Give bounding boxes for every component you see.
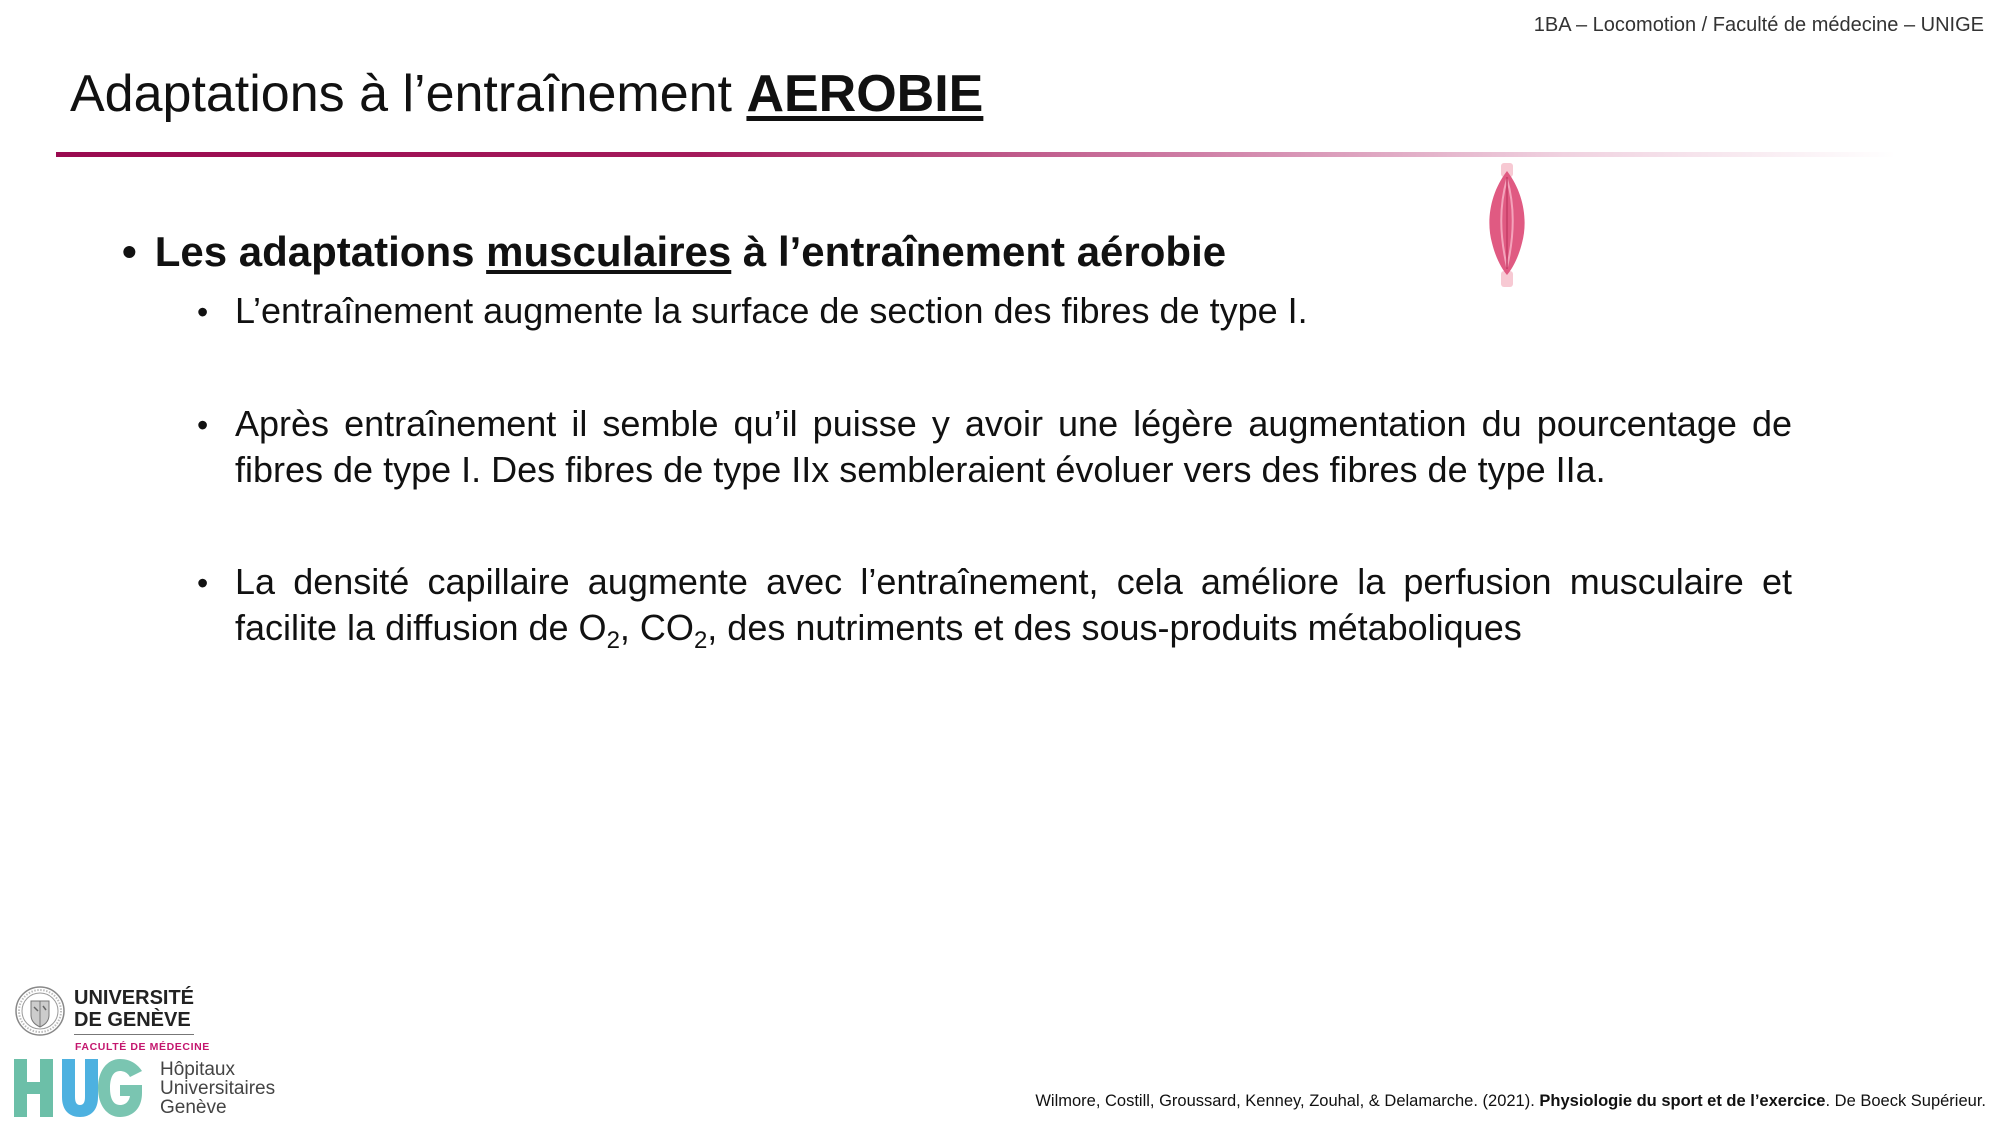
- hug-name: [160, 1060, 275, 1117]
- unige-name: [74, 987, 194, 1035]
- sub-bullet-text: Après entraînement il semble qu’il puisse y avoir une légère augmentation du pourcentage de fibres de type I. Des fibres de type IIx sembleraient évoluer vers des fibres de type IIa.: [235, 403, 1792, 490]
- hug-name-line: Hôpitaux: [160, 1059, 235, 1080]
- institution-logos: [14, 985, 314, 1125]
- reference-publisher: . De Boeck Supérieur.: [1825, 1092, 1986, 1110]
- bullet-heading-text: [155, 228, 1226, 276]
- unige-logo: [14, 985, 314, 1037]
- bullet-dot: •: [122, 228, 137, 275]
- hug-logo-icon: [14, 1059, 146, 1117]
- sub-bullet: [197, 288, 1792, 335]
- hug-logo: [14, 1059, 314, 1117]
- heading-underlined: musculaires: [486, 228, 732, 275]
- slide-content: [122, 228, 1842, 655]
- hug-name-line: Universitaires: [160, 1078, 276, 1099]
- reference-authors: Wilmore, Costill, Groussard, Kenney, Zouhal, & Delamarche. (2021).: [1035, 1092, 1540, 1110]
- course-header: 1BA – Locomotion / Faculté de médecine – UNIGE: [1533, 14, 1984, 36]
- subscript: 2: [693, 627, 708, 655]
- text-segment: , des nutriments et des sous-produits métaboliques: [707, 607, 1522, 648]
- sub-bullet-text: [235, 559, 1792, 655]
- reference-book-title: Physiologie du sport et de l’exercice: [1539, 1092, 1826, 1110]
- slide-title-text: Adaptations à l’entraînement: [70, 65, 747, 123]
- hug-name-line: Genève: [160, 1097, 227, 1118]
- sub-bullet-text: L’entraînement augmente la surface de section des fibres de type I.: [235, 290, 1308, 331]
- sub-bullet: [197, 559, 1792, 655]
- university-seal-icon: [14, 985, 66, 1037]
- bullet-heading: [122, 228, 1842, 276]
- reference-citation: [1035, 1092, 1986, 1111]
- unige-name-line: UNIVERSITÉ: [74, 987, 195, 1009]
- text-segment: , CO: [619, 607, 694, 648]
- title-underline-gradient: [56, 152, 1896, 157]
- bullet-dot: •: [197, 565, 209, 601]
- heading-part: à l’entraînement aérobie: [731, 228, 1227, 275]
- slide-title-emphasis: AEROBIE: [746, 65, 984, 123]
- unige-name-line: DE GENÈVE: [74, 1009, 191, 1031]
- text-segment: La densité capillaire augmente avec l’entraînement, cela améliore la perfusion musculaire et facilite la diffusion de O: [235, 561, 1792, 648]
- slide-title: [70, 64, 983, 124]
- sub-bullet: [197, 401, 1792, 493]
- bullet-dot: •: [197, 294, 209, 330]
- subscript: 2: [606, 627, 620, 655]
- faculty-label: FACULTÉ DE MÉDECINE: [75, 1041, 210, 1053]
- heading-part: Les adaptations: [154, 228, 487, 275]
- bullet-dot: •: [197, 407, 209, 443]
